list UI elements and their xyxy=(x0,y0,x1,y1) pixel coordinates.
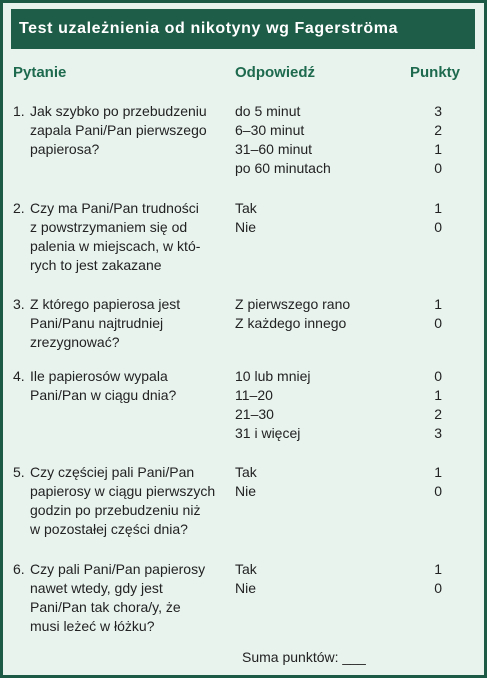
points-value: 3 xyxy=(434,425,442,441)
question-line: Czy ma Pani/Pan trudności xyxy=(30,200,199,216)
question-text xyxy=(30,295,220,352)
question-number: 1. xyxy=(13,103,25,119)
question-text xyxy=(30,560,220,636)
answer-option: Nie xyxy=(235,483,257,499)
question-text xyxy=(30,102,220,159)
question-line: rych to jest zakazane xyxy=(30,257,162,273)
points-list xyxy=(400,560,442,598)
answer-option: 31 i więcej xyxy=(235,425,301,441)
answer-list xyxy=(235,560,405,598)
answer-option: po 60 minutach xyxy=(235,160,331,176)
answer-option: 6–30 minut xyxy=(235,122,305,138)
question-line: Jak szybko po przebudzeniu xyxy=(30,103,207,119)
points-value: 1 xyxy=(434,464,442,480)
question-line: Pani/Panu najtrudniej xyxy=(30,315,164,331)
question-line: zapala Pani/Pan pierwszego xyxy=(30,122,207,138)
answer-option: do 5 minut xyxy=(235,103,301,119)
question-line: Pani/Pan w ciągu dnia? xyxy=(30,387,177,403)
points-value: 1 xyxy=(434,296,442,312)
question-text xyxy=(30,463,220,539)
points-list xyxy=(400,102,442,178)
answer-option: Tak xyxy=(235,464,257,480)
points-value: 1 xyxy=(434,141,442,157)
points-value: 0 xyxy=(434,483,442,499)
question-number: 2. xyxy=(13,200,25,216)
question-number: 4. xyxy=(13,368,25,384)
question-line: palenia w miejscach, w któ- xyxy=(30,238,201,254)
question-line: Z którego papierosa jest xyxy=(30,296,181,312)
answer-option: Tak xyxy=(235,561,257,577)
points-sum-line: Suma punktów: ___ xyxy=(242,649,366,665)
answer-option: 21–30 xyxy=(235,406,274,422)
points-list xyxy=(400,199,442,237)
question-number: 5. xyxy=(13,464,25,480)
answer-option: Z każdego innego xyxy=(235,315,347,331)
points-value: 1 xyxy=(434,387,442,403)
question-text xyxy=(30,199,220,275)
points-value: 1 xyxy=(434,200,442,216)
answer-option: Nie xyxy=(235,580,257,596)
answer-option: 31–60 minut xyxy=(235,141,313,157)
points-value: 0 xyxy=(434,315,442,331)
answer-option: 10 lub mniej xyxy=(235,368,311,384)
question-line: musi leżeć w łóżku? xyxy=(30,618,155,634)
question-line: Pani/Pan tak chora/y, że xyxy=(30,599,181,615)
points-value: 0 xyxy=(434,160,442,176)
column-header-answer: Odpowiedź xyxy=(235,64,315,81)
answer-list xyxy=(235,102,405,178)
question-number: 3. xyxy=(13,296,25,312)
points-list xyxy=(400,367,442,443)
points-value: 2 xyxy=(434,406,442,422)
points-value: 1 xyxy=(434,561,442,577)
question-line: Ile papierosów wypala xyxy=(30,368,168,384)
points-value: 0 xyxy=(434,219,442,235)
test-title: Test uzależnienia od nikotyny wg Fagerströma xyxy=(11,9,475,49)
answer-option: Tak xyxy=(235,200,257,216)
answer-list xyxy=(235,463,405,501)
question-line: godzin po przebudzeniu niż xyxy=(30,502,201,518)
question-line: papierosy w ciągu pierwszych xyxy=(30,483,216,499)
points-value: 0 xyxy=(434,580,442,596)
question-line: w pozostałej części dnia? xyxy=(30,521,188,537)
answer-option: Z pierwszego rano xyxy=(235,296,351,312)
answer-list xyxy=(235,295,405,333)
answer-option: Nie xyxy=(235,219,257,235)
points-value: 3 xyxy=(434,103,442,119)
points-list xyxy=(400,463,442,501)
question-line: zrezygnować? xyxy=(30,334,120,350)
points-list xyxy=(400,295,442,333)
answer-list xyxy=(235,199,405,237)
points-value: 0 xyxy=(434,368,442,384)
question-number: 6. xyxy=(13,561,25,577)
question-line: Czy częściej pali Pani/Pan xyxy=(30,464,195,480)
points-value: 2 xyxy=(434,122,442,138)
column-header-question: Pytanie xyxy=(13,64,67,81)
question-line: Czy pali Pani/Pan papierosy xyxy=(30,561,206,577)
question-line: z powstrzymaniem się od xyxy=(30,219,188,235)
question-text xyxy=(30,367,220,405)
answer-list xyxy=(235,367,405,443)
answer-option: 11–20 xyxy=(235,387,273,403)
column-header-points: Punkty xyxy=(409,64,460,81)
question-line: nawet wtedy, gdy jest xyxy=(30,580,163,596)
question-line: papierosa? xyxy=(30,141,100,157)
